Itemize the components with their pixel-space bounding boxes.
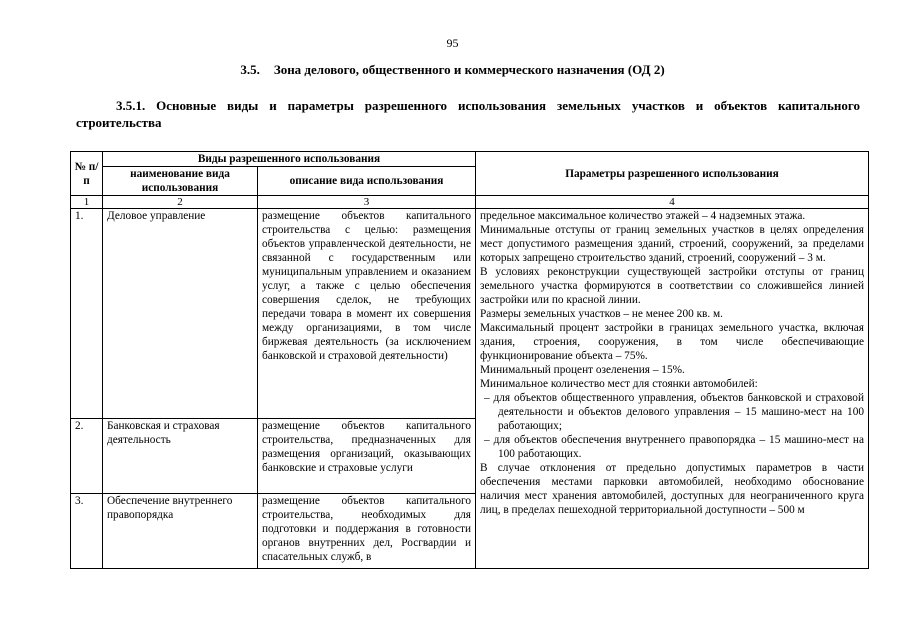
header-group: Виды разрешенного использования — [103, 152, 476, 167]
header-name: наименование вида использования — [103, 167, 258, 196]
column-numbers-row — [71, 196, 869, 209]
header-desc: описание вида использования — [258, 167, 476, 196]
col-number: 3 — [258, 196, 476, 209]
param-text: В случае отклонения от предельно допустимых параметров в части обеспечения местами парковки автомобилей, необходимо обоснование наличия мест хранения автомобилей, доступных для неограниченного круга лиц, в пределах пешеходной территориальной доступности – 500 м — [480, 462, 864, 516]
zoning-table — [70, 151, 869, 569]
param-text: Минимальный процент озеленения – 15%. — [480, 364, 685, 376]
section-title-text: Зона делового, общественного и коммерческого назначения (ОД 2) — [273, 62, 665, 77]
subsection-title: 3.5.1. Основные виды и параметры разрешенного использования земельных участков и объектов капитального строительства — [76, 98, 860, 130]
param-text: Размеры земельных участков – не менее 200 кв. м. — [480, 308, 724, 320]
col-number: 4 — [476, 196, 869, 209]
header-num: № п/п — [71, 152, 103, 196]
param-text: Минимальные отступы от границ земельных участков в целях определения мест допустимого размещения зданий, строений, сооружений, за пределами которых запрещено строительство зданий, строений, сооружений – 3 м. — [480, 224, 864, 264]
param-list-item: – для объектов обеспечения внутреннего правопорядка – 15 машино-мест на 100 работающих. — [484, 434, 864, 460]
row-description: размещение объектов капитального строительства, предназначенных для размещения организаций, оказывающих банковские и страховые услуги — [258, 419, 476, 494]
row-name: Обеспечение внутреннего правопорядка — [103, 494, 258, 569]
page-number: 95 — [446, 36, 459, 50]
param-list-item: – для объектов общественного управления, объектов банковской и страховой деятельности и объектов делового управления – 15 машино-мест на 100 работающих; — [484, 392, 864, 432]
section-number: 3.5. — [240, 62, 260, 77]
section-title — [0, 62, 905, 78]
col-number: 1 — [71, 196, 103, 209]
row-name: Деловое управление — [103, 209, 258, 419]
param-text: предельное максимальное количество этажей – 4 надземных этажа. — [480, 210, 806, 222]
table-row — [71, 209, 869, 419]
param-text: Максимальный процент застройки в границах земельного участка, включая здания, строения, сооружения, в том числе обеспечивающие функционирование объекта – 75%. — [480, 322, 864, 362]
params-cell — [476, 209, 869, 569]
param-text: Минимальное количество мест для стоянки автомобилей: — [480, 378, 758, 390]
row-description: размещение объектов капитального строительства с целью: размещения объектов управленческой деятельности, не связанной с государственным или муниципальным управлением и оказанием услуг, а также с целью обеспечения совершения сделок, не требующих передачи товара в момент их совершения между организациями, в том числе биржевая деятельность (за исключением банковской и страховой деятельности) — [258, 209, 476, 419]
row-name: Банковская и страховая деятельность — [103, 419, 258, 494]
col-number: 2 — [103, 196, 258, 209]
param-text: В условиях реконструкции существующей застройки отступы от границ земельного участка формируются в соответствии со сложившейся линией застройки или по красной линии. — [480, 266, 864, 306]
row-number: 2. — [71, 419, 103, 494]
row-number: 3. — [71, 494, 103, 569]
row-number: 1. — [71, 209, 103, 419]
header-params: Параметры разрешенного использования — [476, 152, 869, 196]
row-description: размещение объектов капитального строительства, необходимых для подготовки и поддержания в готовности органов внутренних дел, Росгвардии и спасательных служб, в — [258, 494, 476, 569]
